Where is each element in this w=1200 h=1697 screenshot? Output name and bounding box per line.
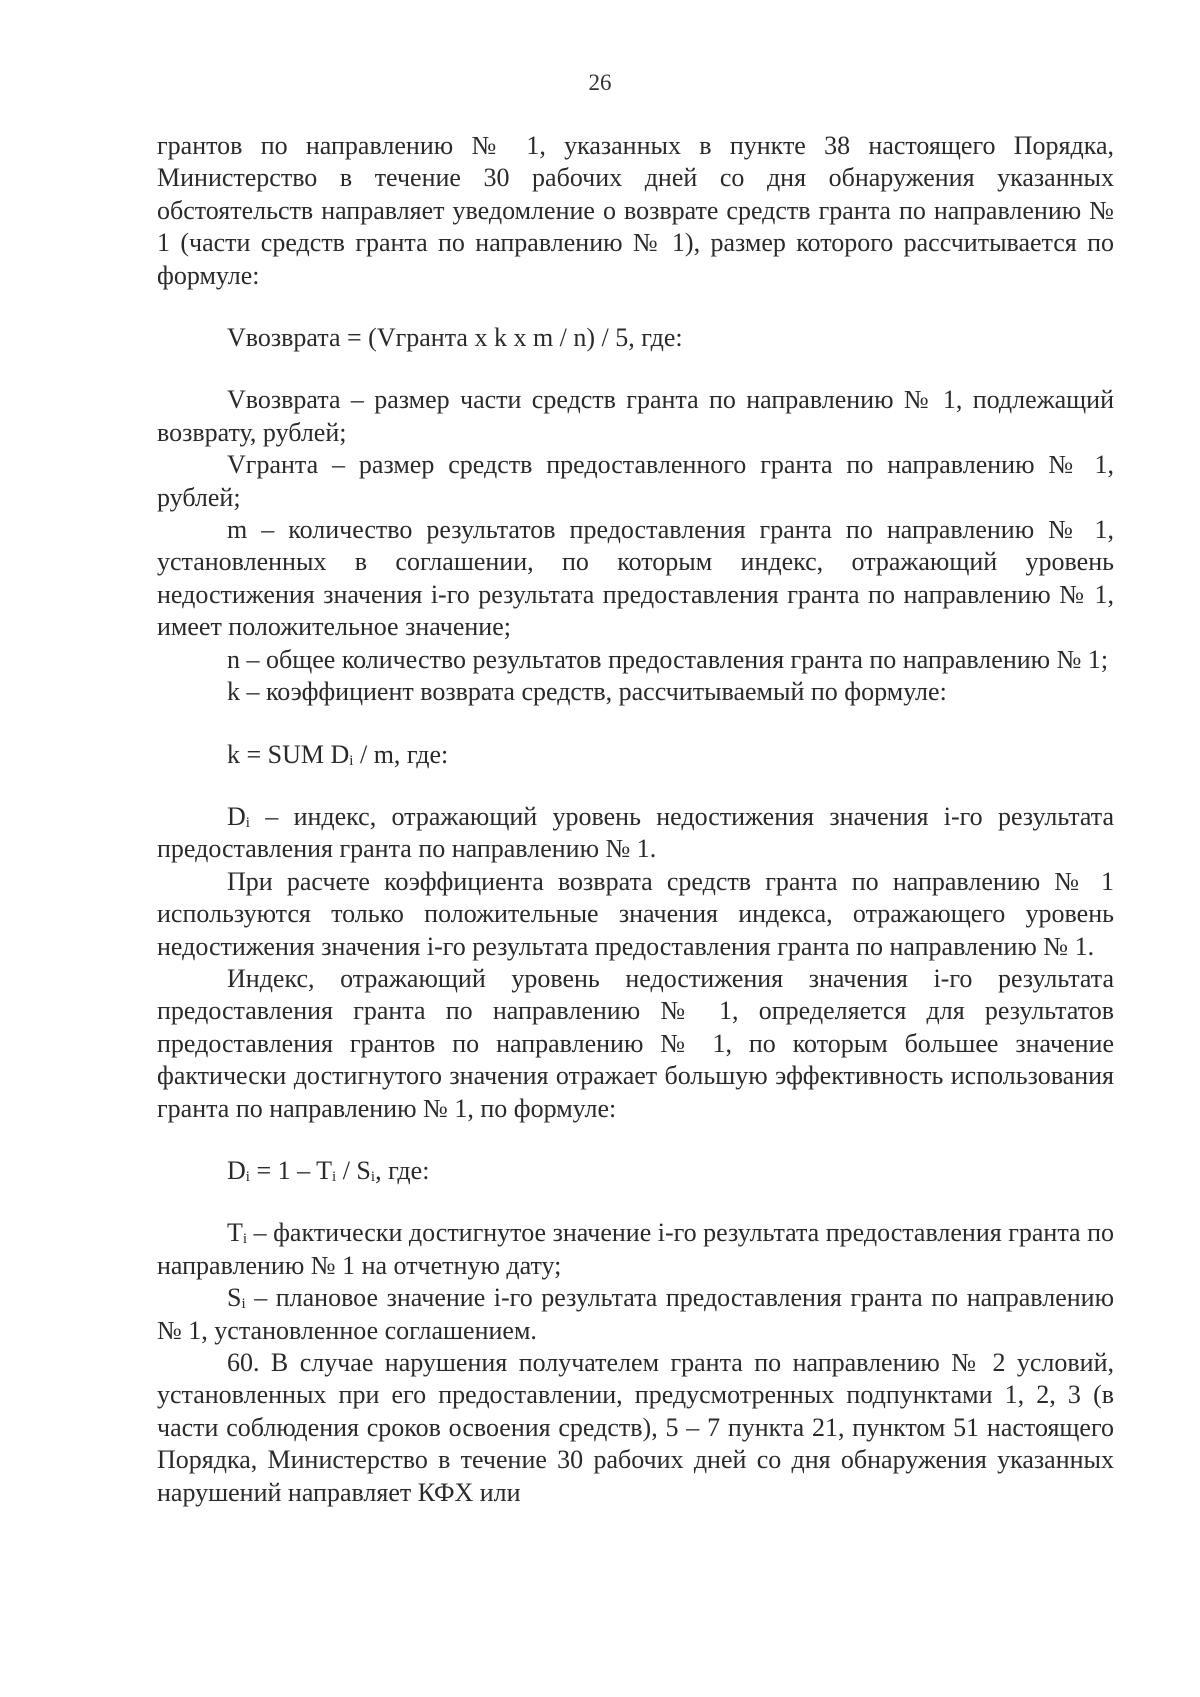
- formula-di-subscript: i: [332, 1168, 337, 1185]
- formula-di-subscript: i: [245, 1168, 250, 1185]
- page-number: 26: [588, 70, 612, 95]
- formula-di-part: , где:: [375, 1155, 430, 1185]
- definition-si-subscript: i: [241, 1296, 246, 1313]
- formula-k-part: k = SUM D: [227, 739, 350, 769]
- paragraph-index: Индекс, отражающий уровень недостижения значения i-го результата предоставления гранта по направлению № 1, определяется для результатов предоставления грантов по направлению № 1, по которым большее значение фактически достигнутого значения отражает большую эффективность использования гранта по направлению № 1, по формуле:: [157, 963, 1114, 1123]
- definition-ti-symbol: T: [227, 1218, 243, 1248]
- formula-di-part: / S: [336, 1155, 371, 1185]
- formula-k-subscript: i: [349, 752, 354, 769]
- definition-ti-text: – фактически достигнутое значение i-го результата предоставления гранта по направлению № 1 на отчетную дату;: [157, 1218, 1114, 1280]
- definition-di-text: – индекс, отражающий уровень недостижения значения i-го результата предоставления гранта по направлению № 1.: [157, 801, 1114, 864]
- definition-di-subscript: i: [245, 814, 250, 831]
- formula-di: [157, 1155, 1114, 1187]
- definition-si-symbol: S: [227, 1283, 242, 1313]
- formula-k: [157, 739, 1114, 771]
- formula-di-part: = 1 – T: [249, 1155, 333, 1185]
- definition-si: [157, 1282, 1114, 1347]
- definition-n: n – общее количество результатов предоставления гранта по направлению № 1;: [227, 644, 1109, 674]
- definition-ti-subscript: i: [242, 1231, 248, 1248]
- document-body: [157, 130, 1114, 1509]
- definition-si-text: – плановое значение i-го результата предоставления гранта по направлению № 1, установленное соглашением.: [157, 1283, 1114, 1345]
- paragraph-60: 60. В случае нарушения получателем гранта по направлению № 2 условий, установленных при его предоставлении, предусмотренных подпунктами 1, 2, 3 (в части соблюдения сроков освоения средств), 5 – 7 пункта 21, пунктом 51 настоящего Порядка, Министерство в течение 30 рабочих дней со дня обнаружения указанных нарушений направляет КФХ или: [157, 1348, 1114, 1507]
- formula-di-part: D: [227, 1155, 246, 1185]
- paragraph-intro: грантов по направлению № 1, указанных в пункте 38 настоящего Порядка, Министерство в течение 30 рабочих дней со дня обнаружения указанных обстоятельств направляет уведомление о возврате средств гранта по направлению № 1 (части средств гранта по направлению № 1), размер которого рассчитывается по формуле:: [157, 131, 1114, 290]
- definition-m: m – количество результатов предоставления гранта по направлению № 1, установленных в соглашении, по которым индекс, отражающий уровень недостижения значения i-го результата предоставления гранта по направлению № 1, имеет положительное значение;: [157, 515, 1114, 642]
- definition-v-return: Vвозврата – размер части средств гранта по направлению № 1, подлежащий возврату, рублей;: [157, 385, 1114, 447]
- definition-ti: [157, 1217, 1114, 1282]
- formula-return-amount: Vвозврата = (Vгранта x k x m / n) / 5, где:: [227, 323, 683, 353]
- definition-v-grant: Vгранта – размер средств предоставленного гранта по направлению № 1, рублей;: [157, 450, 1114, 512]
- definition-k: k – коэффициент возврата средств, рассчитываемый по формуле:: [227, 677, 947, 707]
- paragraph-calculation: При расчете коэффициента возврата средств гранта по направлению № 1 используются только положительные значения индекса, отражающего уровень недостижения значения i-го результата предоставления гранта по направлению № 1.: [157, 866, 1114, 961]
- definition-di-symbol: D: [227, 801, 246, 831]
- formula-di-subscript: i: [370, 1168, 376, 1185]
- formula-k-part: / m, где:: [353, 739, 449, 769]
- definition-di: [157, 801, 1114, 866]
